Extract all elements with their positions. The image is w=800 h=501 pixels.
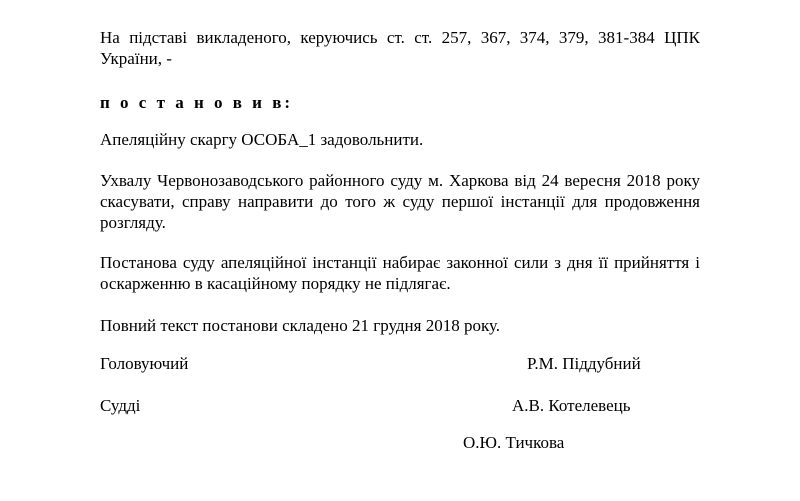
- paragraph-appeal-granted: Апеляційну скаргу ОСОБА_1 задовольнити.: [100, 130, 424, 149]
- paragraph-ruling-cancelled: Ухвалу Червонозаводського районного суду м. Харкова від 24 вересня 2018 року скасувати, справу направити до того ж суду першої інстанції для продовження розгляду.: [100, 171, 700, 232]
- judge-name-1: А.В. Котелевець: [512, 396, 631, 415]
- resolution-heading: п о с т а н о в и в:: [100, 93, 294, 112]
- judges-label: Судді: [100, 396, 141, 415]
- paragraph-legal-force: Постанова суду апеляційної інстанції набирає законної сили з дня її прийняття і оскарженню в касаційному порядку не підлягає.: [100, 253, 700, 293]
- paragraph-full-text-date: Повний текст постанови складено 21 грудня 2018 року.: [100, 316, 501, 335]
- intro-paragraph: На підставі викладеного, керуючись ст. ст. 257, 367, 374, 379, 381-384 ЦПК України, -: [100, 28, 700, 68]
- presiding-label: Головуючий: [100, 354, 189, 373]
- presiding-judge-name: Р.М. Піддубний: [527, 354, 641, 373]
- judge-name-2: О.Ю. Тичкова: [463, 433, 565, 452]
